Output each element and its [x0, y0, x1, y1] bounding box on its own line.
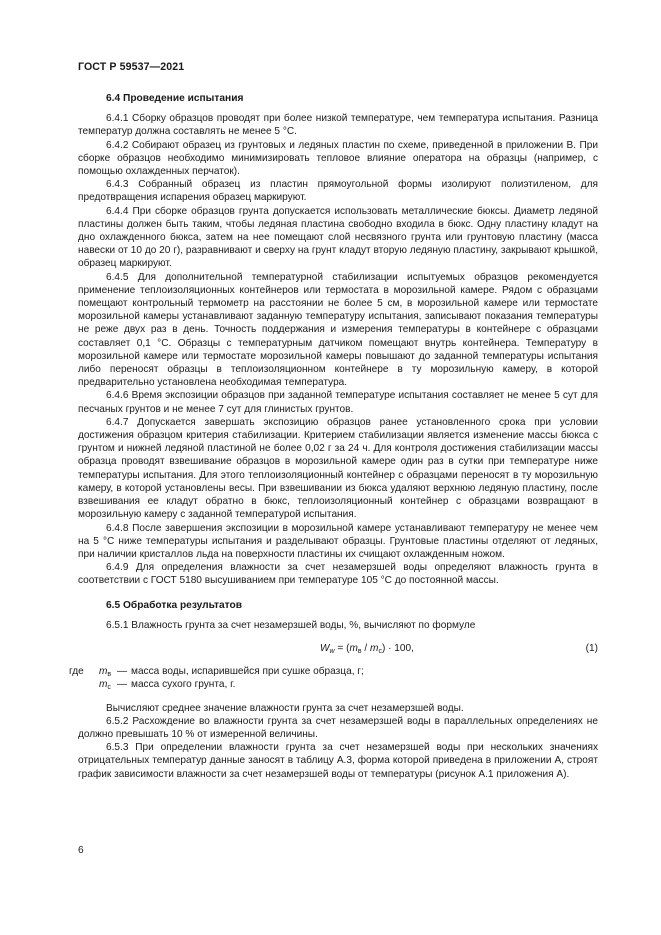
section-title-6-4: 6.4 Проведение испытания [106, 93, 244, 104]
legend-mc-sub: с [107, 684, 111, 692]
legend-mb-dash: — [117, 666, 128, 678]
formula-w-sub: w [329, 647, 335, 655]
paragraph-6-4-5: 6.4.5 Для дополнительной температурной стабилизации испытуемых образцов рекомендуется применение теплоизоляционных контейнеров или термостата в морозильной камере. Рядом с образцами помещают контрольный термометр на расстоянии не более 5 см, в морозильной камере или термостате морозильной камеры устанавливают заданную температуру испытания, записывают показания температуры не реже двух раз в день. Точность поддержания и измерения температуры в контейнере с образцами составляет 0,1 °С. Образцы с температурным датчиком помещают внутрь контейнера. Температуру в морозильной камере или термостате морозильной камеры повышают до заданной температуры испытания либо переносят образцы в теплоизоляционном контейнере в ту морозильную камеру, в которой предварительно установлена необходимая температура. [78, 271, 598, 389]
paragraph-6-4-1: 6.4.1 Сборку образцов проводят при более низкой температуре, чем температура испытания. Разница температур должна составлять не менее 5 °С. [78, 113, 598, 138]
document-header: ГОСТ Р 59537—2021 [78, 61, 185, 73]
paragraph-6-4-6: 6.4.6 Время экспозиции образцов при заданной температуре испытания составляет не менее 5 сут для песчаных грунтов и не менее 7 сут для глинистых грунтов. [78, 390, 598, 415]
formula-tail: ) · 100, [381, 642, 414, 654]
legend-row-mb [69, 665, 598, 678]
legend-mc-symbol: m [99, 679, 108, 691]
paragraph-6-4-8: 6.4.8 После завершения экспозиции в морозильной камере устанавливают температуру не менее чем на 5 °С ниже температуры испытания и разделывают образцы. Грунтовые пластины отделяют от ледяных, при наличии кристаллов льда на поверхности пластины их счищают охлажденным ножом. [78, 522, 598, 560]
legend-where-word: где [69, 666, 84, 678]
formula-mb: m [349, 642, 358, 654]
formula-number: (1) [585, 642, 598, 654]
paragraph-6-5-1: 6.5.1 Влажность грунта за счет незамерзшей воды, %, вычисляют по формуле [106, 619, 476, 631]
formula-slash: / [361, 642, 371, 654]
legend-mc-dash: — [117, 679, 128, 691]
legend-mb-text: масса воды, испарившейся при сушке образца, г; [131, 666, 364, 678]
paragraph-6-4-3: 6.4.3 Собранный образец из пластин прямоугольной формы изолируют полиэтиленом, для предотвращения испарения образец маркируют. [78, 179, 598, 204]
paragraph-6-4-4: 6.4.4 При сборке образцов грунта допускается использовать металлические бюксы. Диаметр ледяной пластины должен быть таким, чтобы ледяная пластина свободно входила в бюкс. Одну пластину кладут на дно охлажденного бюкса, затем на нее помещают слой несвязного грунта или грунтовую пластину (масса навески от 10 до 20 г), разравнивают и сверху на грунт кладут вторую ледяную пластину, закрывают крышкой, образец маркируют. [78, 205, 598, 270]
legend-mb-symbol: m [99, 666, 108, 678]
formula-legend [69, 665, 598, 691]
paragraph-6-4-9: 6.4.9 Для определения влажности за счет незамерзшей воды определяют влажность грунта в соответствии с ГОСТ 5180 высушиванием при температуре 105 °С до постоянной массы. [78, 562, 598, 587]
paragraph-6-5-2: 6.5.2 Расхождение во влажности грунта за счет незамерзшей воды в параллельных определениях не должно превышать 10 % от измеренной величины. [78, 715, 598, 740]
paragraph-6-4-7: 6.4.7 Допускается завершать экспозицию образцов ранее установленного срока при условии достижения образцом критерия стабилизации. Критерием стабилизации является изменение массы бюкса с грунтом и нижней ледяной пластиной не более 0,02 г за 24 ч. Для контроля достижения стабилизации массы образца проводят взвешивание образцов в морозильной камере один раз в сутки при температуре ниже температуры испытания. Для этого теплоизоляционный контейнер с образцами переносят в ту морозильную камеру, в которой установлены весы. При взвешивании из бюкса удаляют верхнюю ледяную пластину, после взвешивания ее кладут обратно в бюкс, теплоизоляционный контейнер с образцами возвращают в морозильную камеру с заданной температурой испытания. [78, 416, 598, 521]
main-content [69, 92, 598, 781]
formula-expression [320, 642, 414, 655]
legend-mc-text: масса сухого грунта, г. [131, 679, 236, 691]
formula-1 [78, 642, 598, 655]
paragraph-6-5-3: 6.5.3 При определении влажности грунта за счет незамерзшей воды при нескольких значениях отрицательных температур данные заносят в таблицу А.3, форма которой приведена в приложении А, строят график зависимости влажности за счет незамерзшей воды от температуры (рисунок А.1 приложения А). [78, 742, 598, 780]
paragraph-6-4-2: 6.4.2 Собирают образец из грунтовых и ледяных пластин по схеме, приведенной в приложении В. При сборке образцов необходимо минимизировать тепловое влияние оператора на образцы (например, с помощью охлажденных перчаток). [78, 139, 598, 178]
formula-mc-sub: с [378, 647, 382, 655]
section-title-6-5: 6.5 Обработка результатов [106, 599, 243, 611]
page-number: 6 [78, 845, 84, 856]
paragraph-average-note: Вычисляют среднее значение влажности грунта за счет незамерзшей воды. [106, 702, 464, 714]
formula-w: W [320, 642, 330, 654]
legend-row-mc [69, 678, 598, 691]
formula-eq: = ( [334, 642, 350, 654]
formula-mc: m [370, 642, 379, 654]
formula-mb-sub: в [357, 647, 362, 655]
legend-mb-sub: в [107, 671, 112, 679]
